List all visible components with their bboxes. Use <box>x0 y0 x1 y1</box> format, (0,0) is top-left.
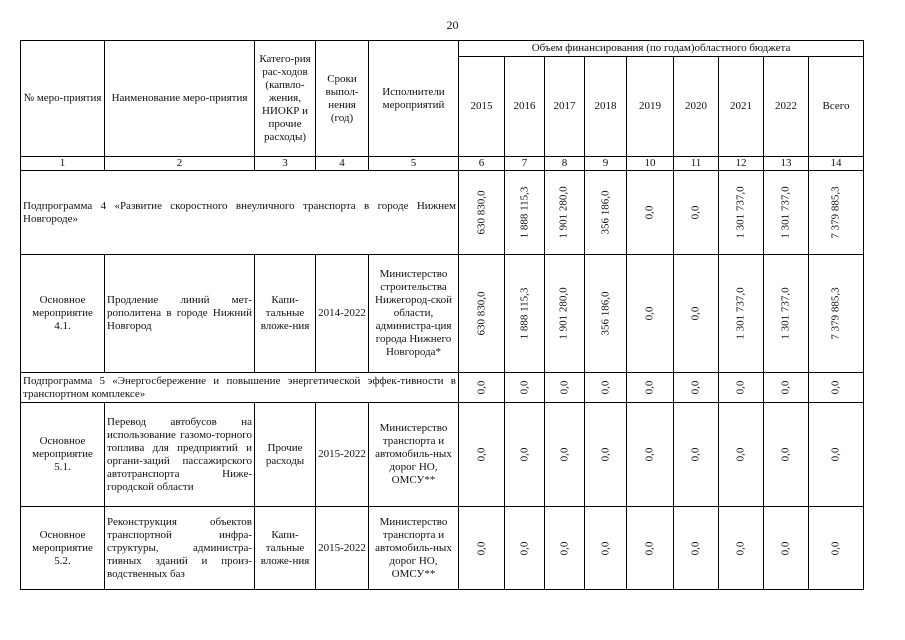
value-2019: 0,0 <box>643 306 656 321</box>
value-2018: 0,0 <box>599 541 611 555</box>
value-2021: 1 301 737,0 <box>734 186 747 239</box>
header-year: 2017 <box>545 57 585 157</box>
value-2020: 0,0 <box>689 306 702 321</box>
value-2020: 0,0 <box>689 380 702 395</box>
header-total: Всего <box>809 57 864 157</box>
financing-table <box>20 40 864 590</box>
value-2020: 0,0 <box>689 205 702 220</box>
subprogram-row <box>21 171 864 255</box>
header-year: 2022 <box>764 57 809 157</box>
value-2017: 0,0 <box>558 541 570 555</box>
measure-terms: 2015-2022 <box>316 403 369 507</box>
value-2015: 630 830,0 <box>475 190 487 235</box>
value-2015: 0,0 <box>475 447 487 462</box>
subprogram-title: Подпрограмма 5 «Энергосбережение и повышение энергетической эффек-тивности в транспортном комплексе» <box>21 373 459 403</box>
column-number: 5 <box>369 157 459 171</box>
value-2017: 1 901 280,0 <box>558 287 570 340</box>
value-2015: 630 830,0 <box>475 291 487 336</box>
header-year: 2019 <box>627 57 674 157</box>
subprogram-row <box>21 373 864 403</box>
column-number: 6 <box>459 157 505 171</box>
value-2016: 1 888 115,3 <box>518 186 530 239</box>
value-2022: 0,0 <box>779 447 792 462</box>
value-2021: 0,0 <box>734 447 747 462</box>
subprogram-title: Подпрограмма 4 «Развитие скоростного внеуличного транспорта в городе Нижнем Новгороде» <box>21 171 459 255</box>
measure-executors: Министерство транспорта и автомобиль-ных дорог НО, ОМСУ** <box>369 507 459 590</box>
measure-category: Капи-тальные вложе-ния <box>255 507 316 590</box>
column-number: 10 <box>627 157 674 171</box>
value-total: 0,0 <box>829 541 842 555</box>
measure-category: Капи-тальные вложе-ния <box>255 255 316 373</box>
value-2017: 0,0 <box>558 447 570 462</box>
column-number: 4 <box>316 157 369 171</box>
measure-terms: 2015-2022 <box>316 507 369 590</box>
value-2019: 0,0 <box>643 380 656 395</box>
value-total: 7 379 885,3 <box>829 186 842 239</box>
value-2022: 0,0 <box>779 380 792 395</box>
value-total: 0,0 <box>829 447 842 462</box>
measure-row <box>21 507 864 590</box>
column-number: 13 <box>764 157 809 171</box>
measure-category: Прочие расходы <box>255 403 316 507</box>
measure-executors: Министерство строительства Нижегород-ской области, администра-ция города Нижнего Новгорода* <box>369 255 459 373</box>
column-number: 3 <box>255 157 316 171</box>
value-2015: 0,0 <box>475 380 487 395</box>
value-2018: 356 186,0 <box>599 291 611 336</box>
column-number: 11 <box>674 157 719 171</box>
value-total: 7 379 885,3 <box>829 287 842 340</box>
value-2017: 1 901 280,0 <box>558 186 570 239</box>
header-year: 2015 <box>459 57 505 157</box>
column-number: 12 <box>719 157 764 171</box>
column-number: 14 <box>809 157 864 171</box>
measure-terms: 2014-2022 <box>316 255 369 373</box>
value-2022: 0,0 <box>779 541 792 555</box>
measure-row <box>21 255 864 373</box>
header-financing: Объем финансирования (по годам)областного бюджета <box>459 41 864 57</box>
page-number: 20 <box>446 18 459 32</box>
column-number: 2 <box>105 157 255 171</box>
value-2016: 0,0 <box>518 541 530 555</box>
measure-name: Продление линий мет-рополитена в городе Нижний Новгород <box>105 255 255 373</box>
column-number: 7 <box>505 157 545 171</box>
value-2016: 1 888 115,3 <box>518 287 530 340</box>
header-year: 2021 <box>719 57 764 157</box>
value-2016: 0,0 <box>518 447 530 462</box>
value-2019: 0,0 <box>643 541 656 555</box>
header-no: № меро-приятия <box>21 41 105 157</box>
header-year: 2016 <box>505 57 545 157</box>
value-2022: 1 301 737,0 <box>779 186 792 239</box>
header-year: 2020 <box>674 57 719 157</box>
column-number: 8 <box>545 157 585 171</box>
value-2021: 0,0 <box>734 380 747 395</box>
measure-name: Перевод автобусов на использование газомо-торного топлива для предприятий и органи-заций пассажирского автотранспорта Ниже-городской области <box>105 403 255 507</box>
value-2019: 0,0 <box>643 205 656 220</box>
header-name: Наименование меро-приятия <box>105 41 255 157</box>
value-total: 0,0 <box>829 380 842 395</box>
column-number: 9 <box>585 157 627 171</box>
header-executors: Исполнители мероприятий <box>369 41 459 157</box>
header-year: 2018 <box>585 57 627 157</box>
value-2021: 1 301 737,0 <box>734 287 747 340</box>
value-2020: 0,0 <box>689 541 702 555</box>
measure-number: Основное мероприятие 4.1. <box>21 255 105 373</box>
value-2016: 0,0 <box>518 380 530 395</box>
measure-name: Реконструкция объектов транспортной инфра-структуры, администра-тивных зданий и произ-водственных баз <box>105 507 255 590</box>
value-2019: 0,0 <box>643 447 656 462</box>
value-2018: 0,0 <box>599 380 611 395</box>
measure-number: Основное мероприятие 5.2. <box>21 507 105 590</box>
value-2015: 0,0 <box>475 541 487 555</box>
value-2018: 356 186,0 <box>599 190 611 235</box>
value-2022: 1 301 737,0 <box>779 287 792 340</box>
measure-number: Основное мероприятие 5.1. <box>21 403 105 507</box>
header-terms: Сроки выпол-нения (год) <box>316 41 369 157</box>
measure-row <box>21 403 864 507</box>
value-2021: 0,0 <box>734 541 747 555</box>
header-category: Катего-рия рас-ходов (капвло-жения, НИОКР и прочие расходы) <box>255 41 316 157</box>
value-2020: 0,0 <box>689 447 702 462</box>
value-2018: 0,0 <box>599 447 611 462</box>
value-2017: 0,0 <box>558 380 570 395</box>
column-number: 1 <box>21 157 105 171</box>
measure-executors: Министерство транспорта и автомобиль-ных дорог НО, ОМСУ** <box>369 403 459 507</box>
